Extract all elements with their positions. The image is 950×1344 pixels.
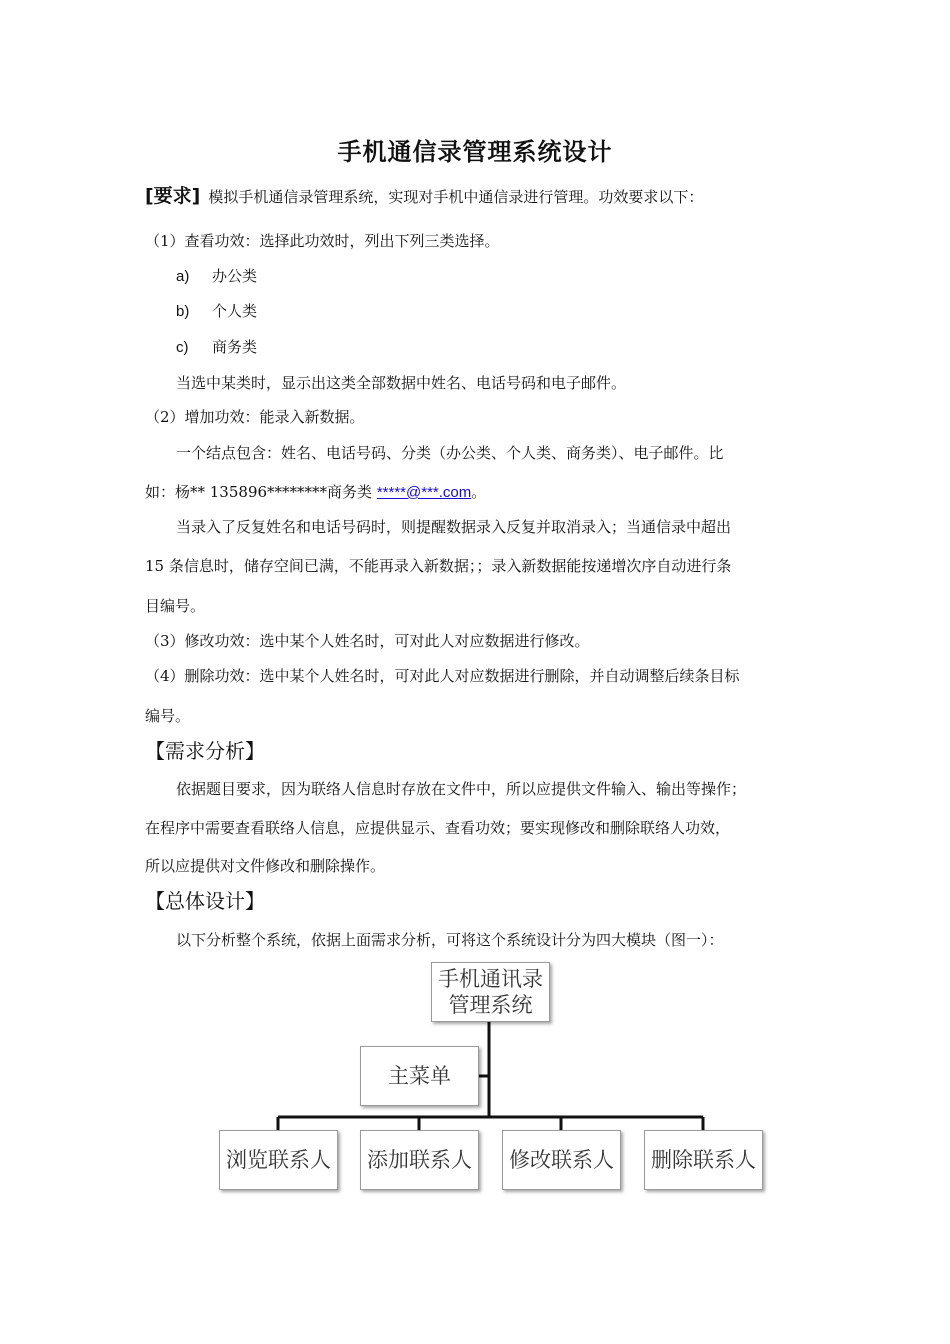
node-example-suffix: 。: [471, 483, 487, 501]
delete-contact-box: [644, 1130, 763, 1190]
view-feature: （1）查看功效：选择此功效时，列出下列三类选择。: [145, 232, 500, 250]
duplicate-rule: 15 条信息时，储存空间已满，不能再录入新数据；；录入新数据能按递增次序自动进行条: [145, 557, 732, 575]
duplicate-rule: 当录入了反复姓名和电话号码时，则提醒数据录入反复并取消录入；当通信录中超出: [176, 518, 732, 536]
email-link[interactable]: *****@***.com: [376, 484, 472, 501]
modify-contact-box: [502, 1130, 621, 1190]
category-letter: a): [176, 268, 190, 285]
add-contact-label: 添加联系人: [367, 1148, 472, 1172]
delete-feature: （4）删除功效：选中某个人姓名时，可对此人对应数据进行删除，并自动调整后续条目标: [145, 667, 740, 685]
analysis-text: 在程序中需要查看联络人信息，应提供显示、查看功效；要实现修改和删除联络人功效，: [145, 819, 731, 837]
category-label: 商务类: [212, 338, 258, 356]
category-label: 办公类: [212, 267, 258, 285]
main-menu-label: 主菜单: [388, 1064, 451, 1088]
add-contact-box: [360, 1130, 479, 1190]
browse-contacts-label: 浏览联系人: [226, 1148, 331, 1172]
root-module-label-line2: 管理系统: [448, 993, 533, 1017]
duplicate-rule: 目编号。: [145, 597, 206, 615]
category-label: 个人类: [212, 302, 258, 320]
root-module-box: [431, 962, 550, 1022]
requirement-text: 模拟手机通信录管理系统，实现对手机中通信录进行管理。功效要求以下：: [208, 188, 704, 206]
add-feature: （2）增加功效：能录入新数据。: [145, 408, 365, 426]
analysis-heading: 【需求分析】: [145, 739, 265, 763]
modify-feature: （3）修改功效：选中某个人姓名时，可对此人对应数据进行修改。: [145, 632, 590, 650]
analysis-text: 所以应提供对文件修改和删除操作。: [145, 857, 386, 875]
modify-contact-label: 修改联系人: [509, 1148, 614, 1172]
category-note: 当选中某类时，显示出这类全部数据中姓名、电话号码和电子邮件。: [176, 374, 627, 392]
main-menu-box: [360, 1046, 479, 1106]
delete-feature: 编号。: [145, 707, 191, 725]
category-letter: c): [176, 339, 189, 356]
design-heading: 【总体设计】: [145, 889, 265, 913]
delete-contact-label: 删除联系人: [651, 1148, 756, 1172]
design-text: 以下分析整个系统，依据上面需求分析，可将这个系统设计分为四大模块（图一）：: [176, 931, 724, 949]
category-letter: b): [176, 303, 190, 320]
node-description: 一个结点包含：姓名、电话号码、分类（办公类、个人类、商务类）、电子邮件。比: [176, 444, 724, 462]
analysis-text: 依据题目要求，因为联络人信息时存放在文件中，所以应提供文件输入、输出等操作；: [176, 780, 747, 798]
node-example-text: 如：杨** 135896********商务类: [145, 483, 377, 501]
requirement-label: [要求]: [145, 185, 201, 207]
browse-contacts-box: [219, 1130, 338, 1190]
root-module-label-line1: 手机通讯录: [438, 967, 543, 991]
document-title: 手机通信录管理系统设计: [337, 138, 613, 166]
